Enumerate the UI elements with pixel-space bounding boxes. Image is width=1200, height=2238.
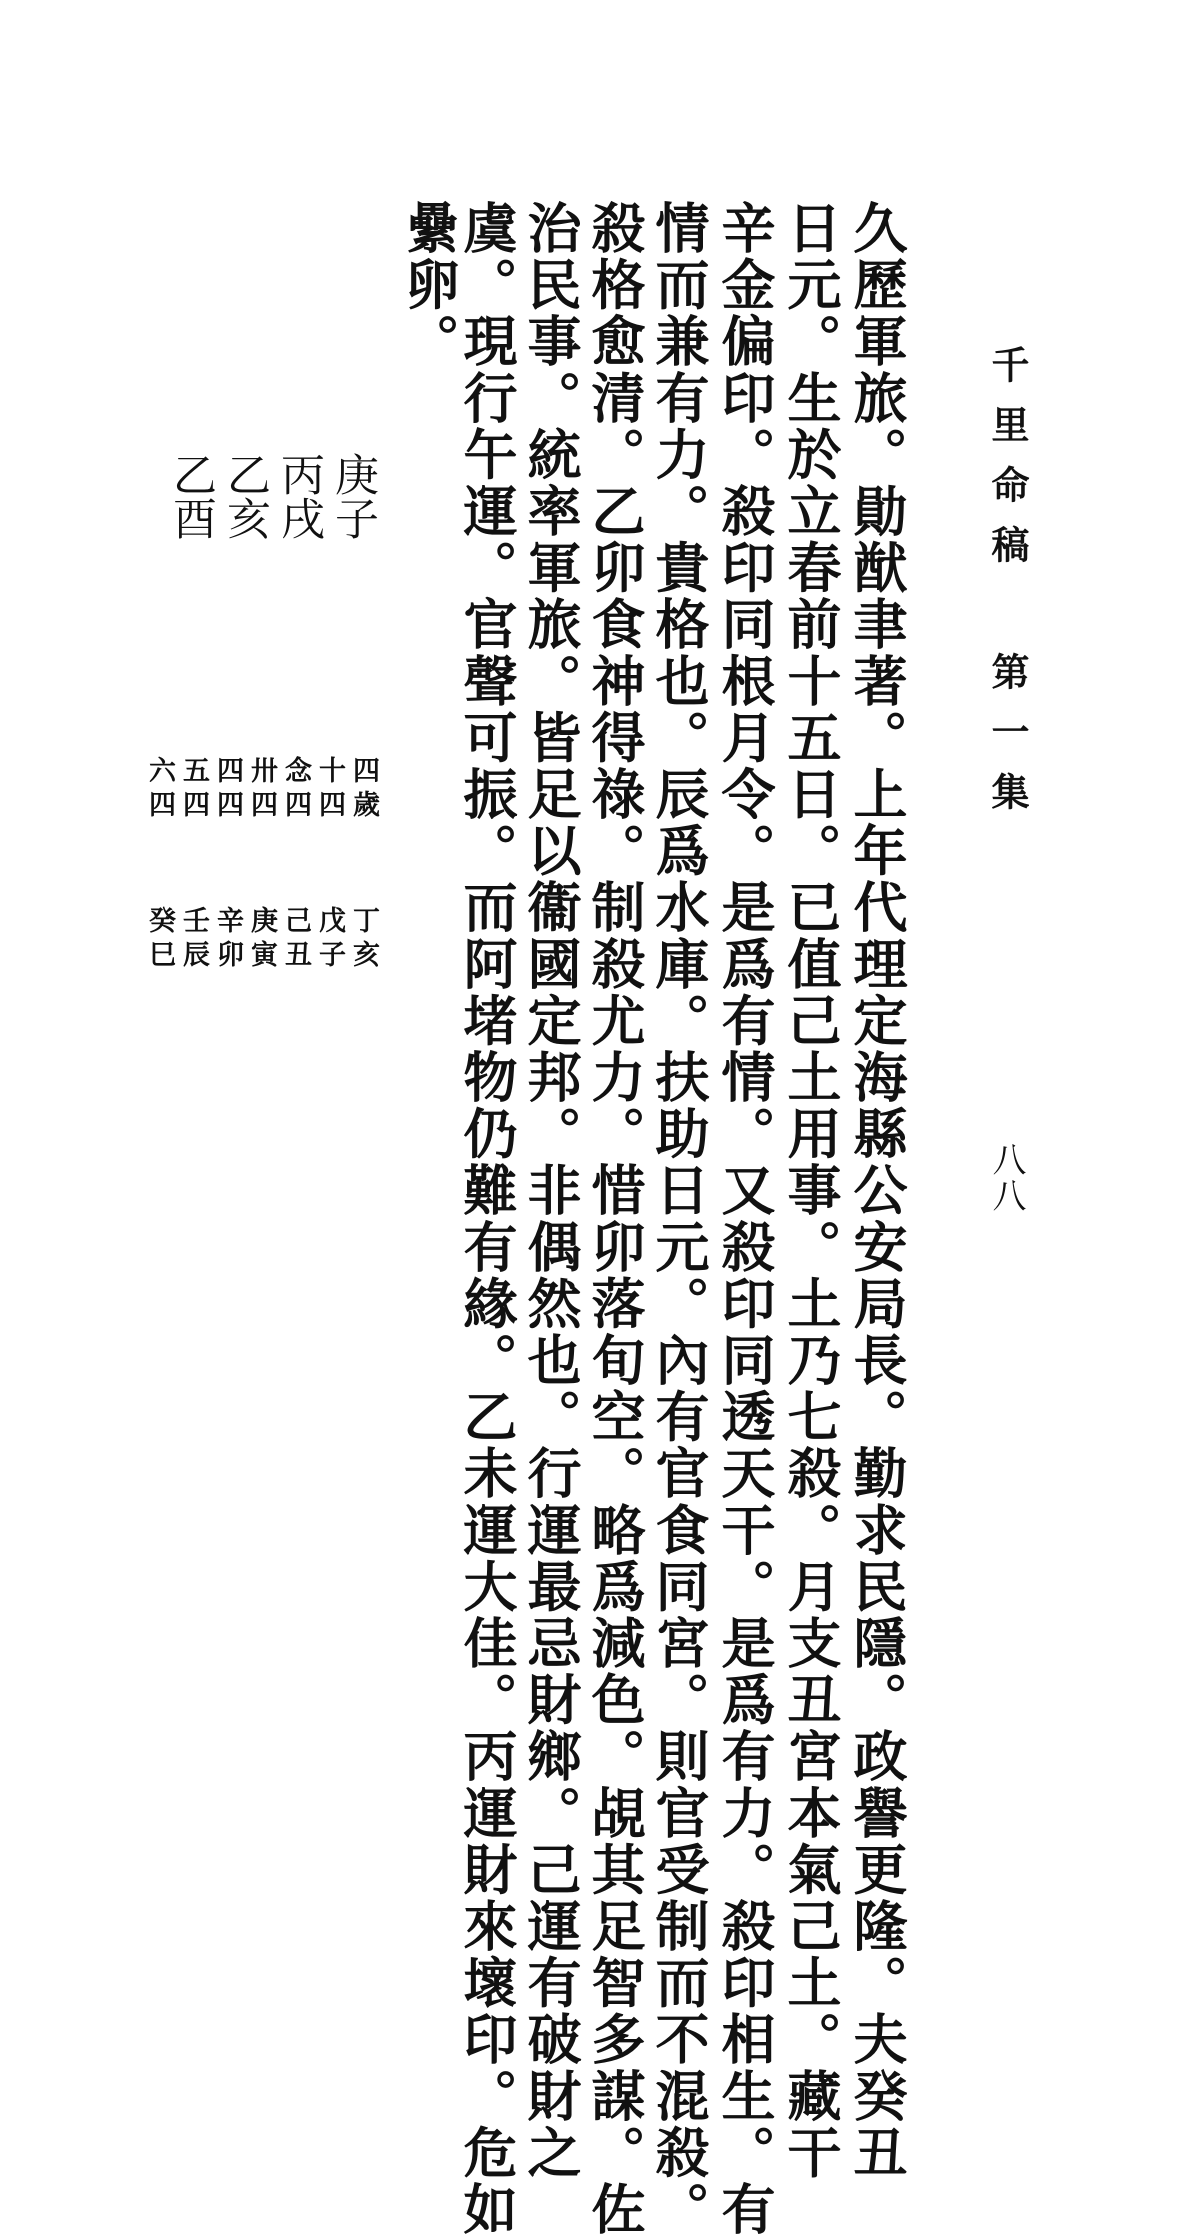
bazi-hour-pillar: 乙酉 bbox=[165, 452, 216, 540]
body-text-column-2: 日元。生於立春前十五日。已值己土用事。土乃七殺。月支丑宮本氣己土。藏干 bbox=[779, 200, 843, 2181]
luck-ganzhi-6: 壬辰 bbox=[178, 906, 209, 974]
luck-age-4: 卅四 bbox=[246, 756, 277, 824]
luck-ganzhi-2: 戊子 bbox=[314, 906, 345, 974]
body-text-column-3: 辛金偏印。殺印同根月令。是爲有情。又殺印同透天干。是爲有力。殺印相生。有 bbox=[713, 200, 777, 2238]
luck-ganzhi-1: 丁亥 bbox=[348, 906, 379, 974]
luck-ganzhi-7: 癸巳 bbox=[144, 906, 175, 974]
bazi-month-pillar: 丙戌 bbox=[273, 452, 324, 540]
page-number: 八八 bbox=[986, 1142, 1026, 1214]
body-text-column-1: 久歷軍旅。勛猷聿著。上年代理定海縣公安局長。勤求民隱。政譽更隆。夫癸丑 bbox=[845, 200, 909, 2181]
body-text-column-5: 殺格愈清。乙卯食神得祿。制殺尤力。惜卯落旬空。略爲減色。覘其足智多謀。佐 bbox=[583, 200, 647, 2238]
luck-age-1: 四歲 bbox=[348, 756, 379, 824]
luck-ganzhi-5: 辛卯 bbox=[212, 906, 243, 974]
running-header-title: 千里命稿 第一集 bbox=[985, 345, 1030, 832]
body-text-column-8: 纍卵。 bbox=[397, 200, 461, 370]
body-text-column-4: 情而兼有力。貴格也。辰爲水庫。扶助日元。內有官食同宮。則官受制而不混殺。 bbox=[647, 200, 711, 2238]
luck-ganzhi-3: 己丑 bbox=[280, 906, 311, 974]
luck-age-7: 六四 bbox=[144, 756, 175, 824]
luck-ganzhi-4: 庚寅 bbox=[246, 906, 277, 974]
body-text-column-7: 虞。現行午運。官聲可振。而阿堵物仍難有緣。乙未運大佳。丙運財來壞印。危如 bbox=[455, 200, 519, 2238]
luck-age-6: 五四 bbox=[178, 756, 209, 824]
bazi-year-pillar: 庚子 bbox=[327, 452, 378, 540]
luck-age-2: 十四 bbox=[314, 756, 345, 824]
luck-age-5: 四四 bbox=[212, 756, 243, 824]
bazi-day-pillar: 乙亥 bbox=[219, 452, 270, 540]
body-text-column-6: 治民事。統率軍旅。皆足以衞國定邦。非偶然也。行運最忌財鄉。己運有破財之 bbox=[519, 200, 583, 2181]
luck-age-3: 念四 bbox=[280, 756, 311, 824]
